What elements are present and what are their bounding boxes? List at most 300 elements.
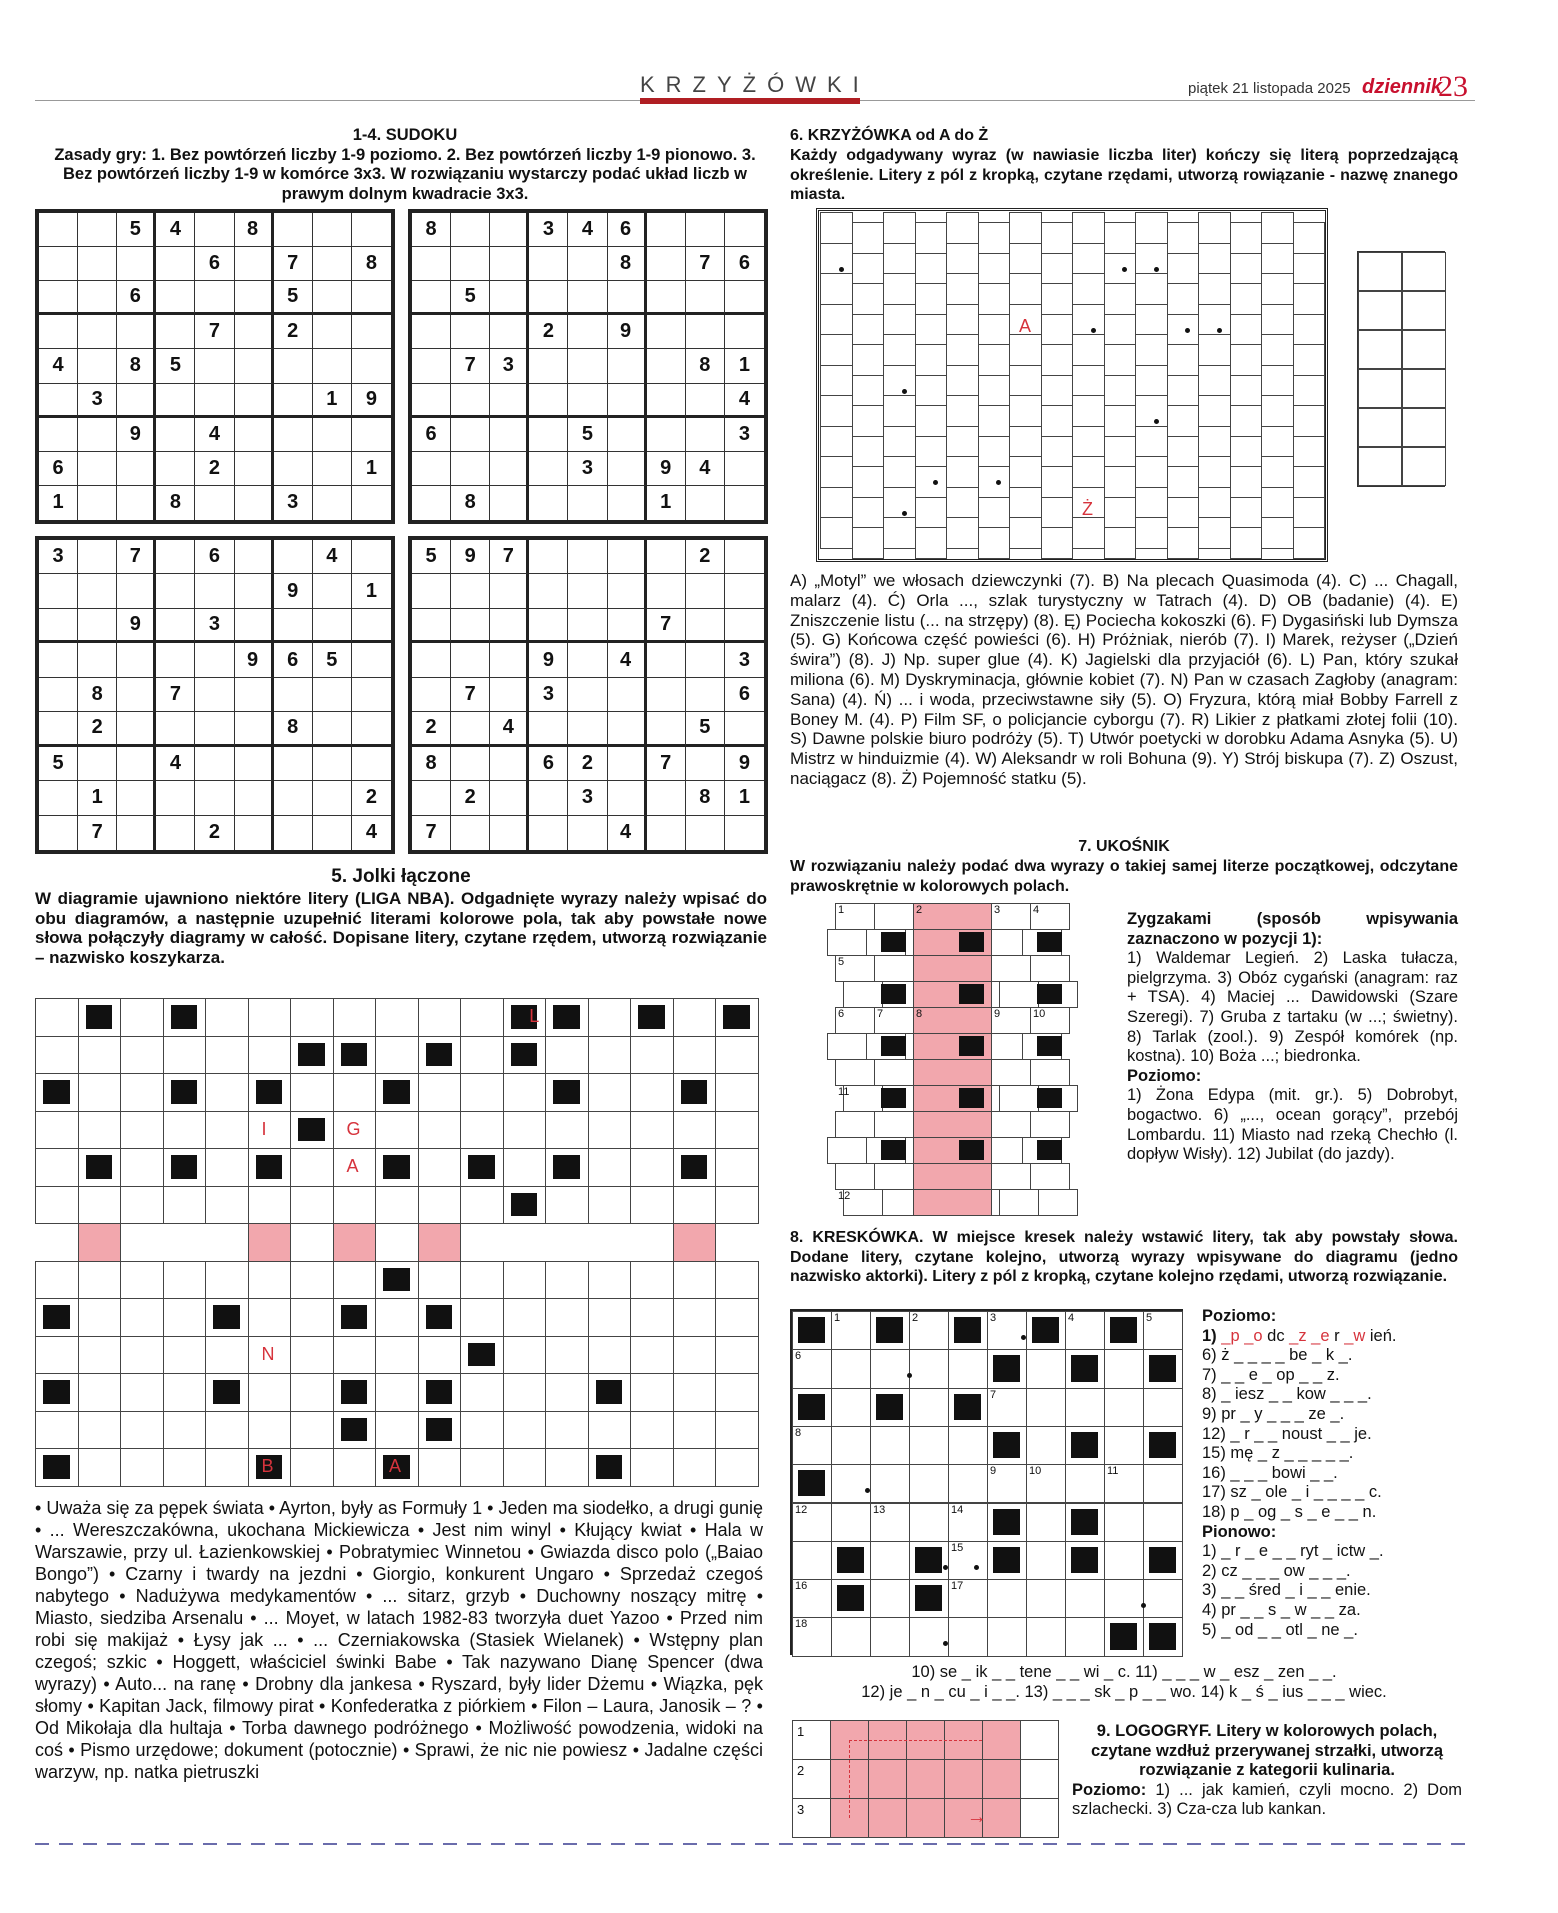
- jolki-connector-cell[interactable]: [673, 1223, 717, 1262]
- sudoku-cell[interactable]: [568, 609, 607, 643]
- kreskowka-cell[interactable]: [831, 1503, 871, 1542]
- krzyzowka-solution-cell[interactable]: [1358, 291, 1402, 330]
- jolki-cell[interactable]: [163, 1336, 207, 1375]
- sudoku-cell[interactable]: [39, 418, 78, 452]
- sudoku-cell[interactable]: [490, 574, 529, 608]
- ukosnik-cell[interactable]: [827, 1033, 867, 1060]
- kreskowka-cell[interactable]: [909, 1464, 949, 1503]
- jolki-cell[interactable]: [715, 1448, 759, 1487]
- jolki-cell[interactable]: [460, 1448, 504, 1487]
- kreskowka-cell[interactable]: [909, 1617, 949, 1656]
- sudoku-cell[interactable]: [117, 747, 156, 781]
- ukosnik-cell[interactable]: [835, 1111, 875, 1138]
- kreskowka-cell[interactable]: [831, 1349, 871, 1388]
- sudoku-cell[interactable]: [568, 574, 607, 608]
- jolki-cell[interactable]: [120, 1073, 164, 1112]
- sudoku-cell[interactable]: [352, 678, 391, 712]
- sudoku-cell[interactable]: [568, 247, 607, 281]
- jolki-cell[interactable]: [673, 1111, 717, 1150]
- sudoku-cell[interactable]: [156, 643, 195, 677]
- jolki-cell[interactable]: [163, 1448, 207, 1487]
- jolki-cell[interactable]: [290, 1148, 334, 1187]
- jolki-cell[interactable]: [78, 1111, 122, 1150]
- sudoku-cell[interactable]: [117, 574, 156, 608]
- kreskowka-cell[interactable]: [1065, 1388, 1105, 1427]
- sudoku-cell[interactable]: 4: [365, 821, 377, 844]
- sudoku-cell[interactable]: 8: [352, 247, 391, 281]
- jolki-cell[interactable]: [460, 998, 504, 1037]
- sudoku-cell[interactable]: [647, 213, 686, 247]
- sudoku-cell[interactable]: [195, 213, 234, 247]
- kreskowka-cell[interactable]: [1065, 1579, 1105, 1618]
- jolki-connector-cell[interactable]: [418, 1223, 462, 1262]
- sudoku-cell[interactable]: [686, 384, 725, 418]
- jolki-cell[interactable]: [503, 1448, 547, 1487]
- sudoku-cell[interactable]: 8: [686, 781, 725, 815]
- kreskowka-cell[interactable]: [870, 1349, 910, 1388]
- sudoku-cell[interactable]: [490, 678, 529, 712]
- jolki-cell[interactable]: [120, 1186, 164, 1225]
- sudoku-cell[interactable]: [451, 712, 490, 746]
- sudoku-cell[interactable]: [39, 609, 78, 643]
- sudoku-cell[interactable]: [195, 281, 234, 315]
- kreskowka-diagram[interactable]: [790, 1309, 1183, 1655]
- ukosnik-cell[interactable]: [1038, 1189, 1078, 1216]
- sudoku-cell[interactable]: 2: [274, 315, 313, 349]
- jolki-cell[interactable]: [35, 1111, 79, 1150]
- sudoku-cell[interactable]: [451, 747, 490, 781]
- jolki-cell[interactable]: [248, 1261, 292, 1300]
- sudoku-cell[interactable]: [39, 781, 78, 815]
- kreskowka-cell[interactable]: [1104, 1388, 1144, 1427]
- jolki-cell[interactable]: [375, 1298, 419, 1337]
- sudoku-cell[interactable]: [313, 281, 352, 315]
- sudoku-cell[interactable]: 4: [195, 418, 234, 452]
- sudoku-cell[interactable]: [412, 315, 451, 349]
- sudoku-cell[interactable]: 9: [352, 384, 391, 418]
- ukosnik-cell[interactable]: [835, 1163, 875, 1190]
- sudoku-cell[interactable]: 9: [117, 418, 156, 452]
- sudoku-cell[interactable]: [39, 678, 78, 712]
- jolki-cell[interactable]: [248, 1111, 292, 1150]
- jolki-cell[interactable]: [588, 1036, 632, 1075]
- krzyzowka-solution-cell[interactable]: [1358, 330, 1402, 369]
- jolki-connector-cell[interactable]: [78, 1223, 122, 1262]
- sudoku-cell[interactable]: [451, 418, 490, 452]
- krzyzowka-diagram[interactable]: [800, 212, 1325, 562]
- sudoku-cell[interactable]: 7: [490, 540, 529, 574]
- jolki-cell[interactable]: [715, 1036, 759, 1075]
- sudoku-cell[interactable]: 8: [156, 486, 195, 520]
- sudoku-cell[interactable]: [608, 281, 647, 315]
- sudoku-cell[interactable]: [352, 281, 391, 315]
- jolki-cell[interactable]: [630, 1036, 674, 1075]
- sudoku-cell[interactable]: [490, 418, 529, 452]
- ukosnik-colored-cell[interactable]: [913, 1163, 992, 1190]
- jolki-cell[interactable]: [545, 1036, 589, 1075]
- sudoku-cell[interactable]: 8: [412, 747, 451, 781]
- jolki-cell[interactable]: [78, 1298, 122, 1337]
- kreskowka-cell[interactable]: [831, 1388, 871, 1427]
- sudoku-cell[interactable]: [529, 349, 568, 383]
- kreskowka-cell[interactable]: [831, 1464, 871, 1503]
- sudoku-cell[interactable]: [490, 781, 529, 815]
- sudoku-cell[interactable]: [117, 315, 156, 349]
- jolki-cell[interactable]: [418, 1111, 462, 1150]
- sudoku-cell[interactable]: 5: [686, 712, 725, 746]
- jolki-cell[interactable]: [163, 1298, 207, 1337]
- sudoku-cell[interactable]: [490, 384, 529, 418]
- krzyzowka-solution-cell[interactable]: [1402, 408, 1446, 447]
- jolki-cell[interactable]: [375, 1036, 419, 1075]
- sudoku-cell[interactable]: [195, 678, 234, 712]
- sudoku-cell[interactable]: [608, 781, 647, 815]
- sudoku-cell[interactable]: [117, 678, 156, 712]
- jolki-cell[interactable]: [120, 1448, 164, 1487]
- jolki-cell[interactable]: [630, 1148, 674, 1187]
- logogryf-cell[interactable]: [1020, 1798, 1059, 1838]
- jolki-cell[interactable]: [418, 1448, 462, 1487]
- sudoku-cell[interactable]: [352, 712, 391, 746]
- kreskowka-cell[interactable]: [1065, 1464, 1105, 1503]
- jolki-cell[interactable]: [163, 1373, 207, 1412]
- ukosnik-cell[interactable]: [1030, 1059, 1070, 1086]
- sudoku-cell[interactable]: [195, 349, 234, 383]
- sudoku-cell[interactable]: [490, 643, 529, 677]
- krzyzowka-solution-cell[interactable]: [1402, 369, 1446, 408]
- sudoku-cell[interactable]: [117, 712, 156, 746]
- jolki-cell[interactable]: [630, 1073, 674, 1112]
- sudoku-cell[interactable]: [195, 486, 234, 520]
- kreskowka-cell[interactable]: [1104, 1579, 1144, 1618]
- kreskowka-cell[interactable]: [792, 1541, 832, 1580]
- sudoku-cell[interactable]: 2: [568, 747, 607, 781]
- jolki-cell[interactable]: [715, 1148, 759, 1187]
- sudoku-cell[interactable]: [274, 349, 313, 383]
- sudoku-cell[interactable]: [490, 452, 529, 486]
- jolki-cell[interactable]: [78, 1186, 122, 1225]
- sudoku-cell[interactable]: [195, 747, 234, 781]
- sudoku-cell[interactable]: [725, 315, 764, 349]
- jolki-cell[interactable]: [205, 1148, 249, 1187]
- sudoku-cell[interactable]: [608, 712, 647, 746]
- krzyzowka-solution-cell[interactable]: [1402, 447, 1446, 486]
- sudoku-cell[interactable]: [352, 315, 391, 349]
- jolki-cell[interactable]: [290, 1073, 334, 1112]
- sudoku-cell[interactable]: [529, 384, 568, 418]
- logogryf-cell[interactable]: [1020, 1759, 1059, 1799]
- sudoku-cell[interactable]: 1: [647, 486, 686, 520]
- sudoku-cell[interactable]: [686, 281, 725, 315]
- sudoku-cell[interactable]: [686, 213, 725, 247]
- jolki-cell[interactable]: [673, 1336, 717, 1375]
- jolki-cell[interactable]: [205, 1036, 249, 1075]
- kreskowka-cell[interactable]: [1143, 1388, 1183, 1427]
- jolki-cell[interactable]: [78, 1336, 122, 1375]
- sudoku-cell[interactable]: [647, 247, 686, 281]
- sudoku-cell[interactable]: 7: [117, 540, 156, 574]
- sudoku-cell[interactable]: [78, 349, 117, 383]
- sudoku-cell[interactable]: [568, 816, 607, 850]
- jolki-cell[interactable]: [120, 1111, 164, 1150]
- ukosnik-cell[interactable]: [991, 1163, 1031, 1190]
- sudoku-cell[interactable]: [274, 747, 313, 781]
- sudoku-cell[interactable]: [156, 781, 195, 815]
- sudoku-cell[interactable]: [156, 609, 195, 643]
- sudoku-cell[interactable]: [117, 781, 156, 815]
- kreskowka-cell[interactable]: [1104, 1541, 1144, 1580]
- kreskowka-cell[interactable]: [1104, 1349, 1144, 1388]
- kreskowka-cell[interactable]: [870, 1541, 910, 1580]
- jolki-cell[interactable]: [333, 1186, 377, 1225]
- sudoku-cell[interactable]: [78, 643, 117, 677]
- jolki-cell[interactable]: [248, 1036, 292, 1075]
- sudoku-cell[interactable]: 5: [156, 349, 195, 383]
- jolki-cell[interactable]: [205, 1073, 249, 1112]
- kreskowka-cell[interactable]: [909, 1349, 949, 1388]
- jolki-cell[interactable]: [35, 998, 79, 1037]
- jolki-cell[interactable]: [163, 1186, 207, 1225]
- sudoku-cell[interactable]: [686, 747, 725, 781]
- sudoku-cell[interactable]: 9: [235, 643, 274, 677]
- sudoku-cell[interactable]: [451, 609, 490, 643]
- jolki-cell[interactable]: [715, 1373, 759, 1412]
- jolki-cell[interactable]: [630, 1336, 674, 1375]
- jolki-cell[interactable]: [588, 998, 632, 1037]
- jolki-cell[interactable]: [460, 1111, 504, 1150]
- sudoku-cell[interactable]: 6: [39, 452, 78, 486]
- sudoku-cell[interactable]: [274, 384, 313, 418]
- jolki-cell[interactable]: [673, 1186, 717, 1225]
- ukosnik-cell[interactable]: [999, 1189, 1039, 1216]
- jolki-cell[interactable]: [715, 1336, 759, 1375]
- jolki-cell[interactable]: [545, 1411, 589, 1450]
- sudoku-cell[interactable]: [156, 384, 195, 418]
- jolki-cell[interactable]: [120, 1336, 164, 1375]
- ukosnik-colored-cell[interactable]: [913, 1007, 992, 1034]
- sudoku-cell[interactable]: 1: [725, 781, 764, 815]
- sudoku-cell[interactable]: [725, 281, 764, 315]
- sudoku-cell[interactable]: [529, 418, 568, 452]
- sudoku-cell[interactable]: 3: [39, 540, 78, 574]
- ukosnik-colored-cell[interactable]: [913, 903, 992, 930]
- jolki-cell[interactable]: [588, 1111, 632, 1150]
- kreskowka-cell[interactable]: [948, 1464, 988, 1503]
- jolki-cell[interactable]: [503, 1336, 547, 1375]
- sudoku-cell[interactable]: [686, 315, 725, 349]
- sudoku-cell[interactable]: [235, 486, 274, 520]
- sudoku-cell[interactable]: [568, 349, 607, 383]
- sudoku-cell[interactable]: [78, 247, 117, 281]
- jolki-cell[interactable]: [375, 998, 419, 1037]
- jolki-cell[interactable]: [120, 1148, 164, 1187]
- sudoku-cell[interactable]: [235, 712, 274, 746]
- sudoku-cell[interactable]: [156, 574, 195, 608]
- sudoku-cell[interactable]: 1: [352, 574, 391, 608]
- sudoku-cell[interactable]: [490, 281, 529, 315]
- jolki-cell[interactable]: [715, 1186, 759, 1225]
- jolki-cell[interactable]: [418, 1336, 462, 1375]
- sudoku-cell[interactable]: 6: [412, 418, 451, 452]
- ukosnik-cell[interactable]: [874, 955, 914, 982]
- sudoku-cell[interactable]: [39, 213, 78, 247]
- sudoku-cell[interactable]: [313, 349, 352, 383]
- sudoku-cell[interactable]: [235, 540, 274, 574]
- sudoku-cell[interactable]: [39, 712, 78, 746]
- sudoku-cell[interactable]: [686, 418, 725, 452]
- jolki-cell[interactable]: [545, 1336, 589, 1375]
- krzyzowka-solution-cell[interactable]: [1358, 408, 1402, 447]
- sudoku-cell[interactable]: [529, 781, 568, 815]
- sudoku-cell[interactable]: [313, 486, 352, 520]
- jolki-cell[interactable]: [630, 1411, 674, 1450]
- sudoku-cell[interactable]: [274, 452, 313, 486]
- kreskowka-cell[interactable]: [948, 1617, 988, 1656]
- krzyzowka-solution-cell[interactable]: [1402, 291, 1446, 330]
- jolki-cell[interactable]: [460, 1373, 504, 1412]
- krzyzowka-solution-cell[interactable]: [1402, 330, 1446, 369]
- sudoku-cell[interactable]: [568, 384, 607, 418]
- sudoku-cell[interactable]: 7: [686, 247, 725, 281]
- sudoku-cell[interactable]: [568, 486, 607, 520]
- sudoku-cell[interactable]: [608, 574, 647, 608]
- jolki-cell[interactable]: [460, 1261, 504, 1300]
- sudoku-cell[interactable]: [235, 315, 274, 349]
- jolki-cell[interactable]: [418, 1261, 462, 1300]
- sudoku-cell[interactable]: 4: [568, 213, 607, 247]
- kreskowka-cell[interactable]: [831, 1426, 871, 1465]
- kreskowka-cell[interactable]: [1026, 1617, 1066, 1656]
- jolki-cell[interactable]: [290, 1336, 334, 1375]
- jolki-cell[interactable]: [205, 1336, 249, 1375]
- sudoku-cell[interactable]: 4: [608, 643, 647, 677]
- sudoku-cell[interactable]: 5: [313, 643, 352, 677]
- kreskowka-cell[interactable]: [870, 1426, 910, 1465]
- ukosnik-cell[interactable]: [1030, 955, 1070, 982]
- sudoku-cell[interactable]: 1: [352, 452, 391, 486]
- sudoku-cell[interactable]: [647, 418, 686, 452]
- sudoku-cell[interactable]: [647, 281, 686, 315]
- sudoku-cell[interactable]: [451, 315, 490, 349]
- sudoku-cell[interactable]: [490, 816, 529, 850]
- sudoku-cell[interactable]: [313, 574, 352, 608]
- sudoku-cell[interactable]: 4: [725, 384, 764, 418]
- ukosnik-colored-cell[interactable]: [913, 955, 992, 982]
- sudoku-cell[interactable]: 1: [78, 781, 117, 815]
- kreskowka-cell[interactable]: [1026, 1541, 1066, 1580]
- ukosnik-cell[interactable]: [874, 1111, 914, 1138]
- kreskowka-cell[interactable]: [987, 1617, 1027, 1656]
- sudoku-cell[interactable]: 6: [529, 747, 568, 781]
- sudoku-cell[interactable]: [235, 747, 274, 781]
- sudoku-cell[interactable]: 9: [117, 609, 156, 643]
- kreskowka-cell[interactable]: [909, 1503, 949, 1542]
- sudoku-cell[interactable]: [352, 213, 391, 247]
- sudoku-cell[interactable]: [39, 816, 78, 850]
- kreskowka-cell[interactable]: [1026, 1579, 1066, 1618]
- ukosnik-cell[interactable]: [999, 981, 1039, 1008]
- jolki-cell[interactable]: [375, 1186, 419, 1225]
- ukosnik-cell[interactable]: [1030, 1111, 1070, 1138]
- sudoku-cell[interactable]: [156, 712, 195, 746]
- kreskowka-cell[interactable]: [1026, 1388, 1066, 1427]
- jolki-connector-cell[interactable]: [248, 1223, 292, 1262]
- jolki-cell[interactable]: [503, 1111, 547, 1150]
- sudoku-cell[interactable]: [490, 213, 529, 247]
- sudoku-cell[interactable]: [529, 452, 568, 486]
- krzyzowka-solution-cell[interactable]: [1358, 447, 1402, 486]
- ukosnik-cell[interactable]: [999, 1085, 1039, 1112]
- jolki-cell[interactable]: [715, 1411, 759, 1450]
- sudoku-cell[interactable]: [568, 712, 607, 746]
- jolki-cell[interactable]: [290, 998, 334, 1037]
- sudoku-cell[interactable]: 8: [117, 349, 156, 383]
- jolki-cell[interactable]: [630, 1186, 674, 1225]
- jolki-cell[interactable]: [503, 1373, 547, 1412]
- sudoku-cell[interactable]: [156, 540, 195, 574]
- kreskowka-cell[interactable]: [987, 1579, 1027, 1618]
- sudoku-cell[interactable]: [647, 574, 686, 608]
- sudoku-grid-1[interactable]: [35, 209, 395, 524]
- jolki-cell[interactable]: [545, 1448, 589, 1487]
- jolki-cell[interactable]: [163, 1261, 207, 1300]
- sudoku-cell[interactable]: [156, 247, 195, 281]
- sudoku-cell[interactable]: [412, 678, 451, 712]
- sudoku-cell[interactable]: [568, 643, 607, 677]
- sudoku-cell[interactable]: 6: [608, 213, 647, 247]
- logogryf-cell[interactable]: [982, 1798, 1021, 1838]
- sudoku-cell[interactable]: [313, 609, 352, 643]
- sudoku-cell[interactable]: 2: [529, 315, 568, 349]
- sudoku-grid-3[interactable]: [35, 536, 395, 854]
- sudoku-cell[interactable]: [647, 712, 686, 746]
- kreskowka-cell[interactable]: [870, 1464, 910, 1503]
- sudoku-cell[interactable]: 6: [725, 247, 764, 281]
- sudoku-cell[interactable]: 3: [725, 418, 764, 452]
- sudoku-cell[interactable]: [195, 643, 234, 677]
- sudoku-cell[interactable]: 4: [490, 712, 529, 746]
- jolki-cell[interactable]: [35, 1036, 79, 1075]
- sudoku-cell[interactable]: 3: [274, 486, 313, 520]
- sudoku-cell[interactable]: [235, 349, 274, 383]
- jolki-cell[interactable]: [120, 1036, 164, 1075]
- sudoku-cell[interactable]: 7: [195, 315, 234, 349]
- sudoku-cell[interactable]: [274, 816, 313, 850]
- jolki-cell[interactable]: [418, 998, 462, 1037]
- jolki-cell[interactable]: [630, 1298, 674, 1337]
- sudoku-cell[interactable]: 4: [608, 816, 647, 850]
- sudoku-cell[interactable]: [352, 540, 391, 574]
- sudoku-cell[interactable]: [608, 486, 647, 520]
- sudoku-cell[interactable]: 3: [568, 781, 607, 815]
- sudoku-cell[interactable]: [647, 315, 686, 349]
- sudoku-cell[interactable]: [78, 315, 117, 349]
- jolki-cell[interactable]: [120, 1373, 164, 1412]
- jolki-cell[interactable]: [673, 1261, 717, 1300]
- ukosnik-diagram[interactable]: [790, 903, 1108, 1216]
- ukosnik-cell[interactable]: [991, 1059, 1031, 1086]
- sudoku-cell[interactable]: [313, 247, 352, 281]
- sudoku-cell[interactable]: [568, 315, 607, 349]
- sudoku-cell[interactable]: [352, 643, 391, 677]
- sudoku-cell[interactable]: 8: [78, 678, 117, 712]
- jolki-cell[interactable]: [460, 1073, 504, 1112]
- jolki-cell[interactable]: [205, 1448, 249, 1487]
- jolki-cell[interactable]: [333, 1261, 377, 1300]
- jolki-cell[interactable]: [503, 1073, 547, 1112]
- sudoku-cell[interactable]: [195, 712, 234, 746]
- sudoku-cell[interactable]: [686, 643, 725, 677]
